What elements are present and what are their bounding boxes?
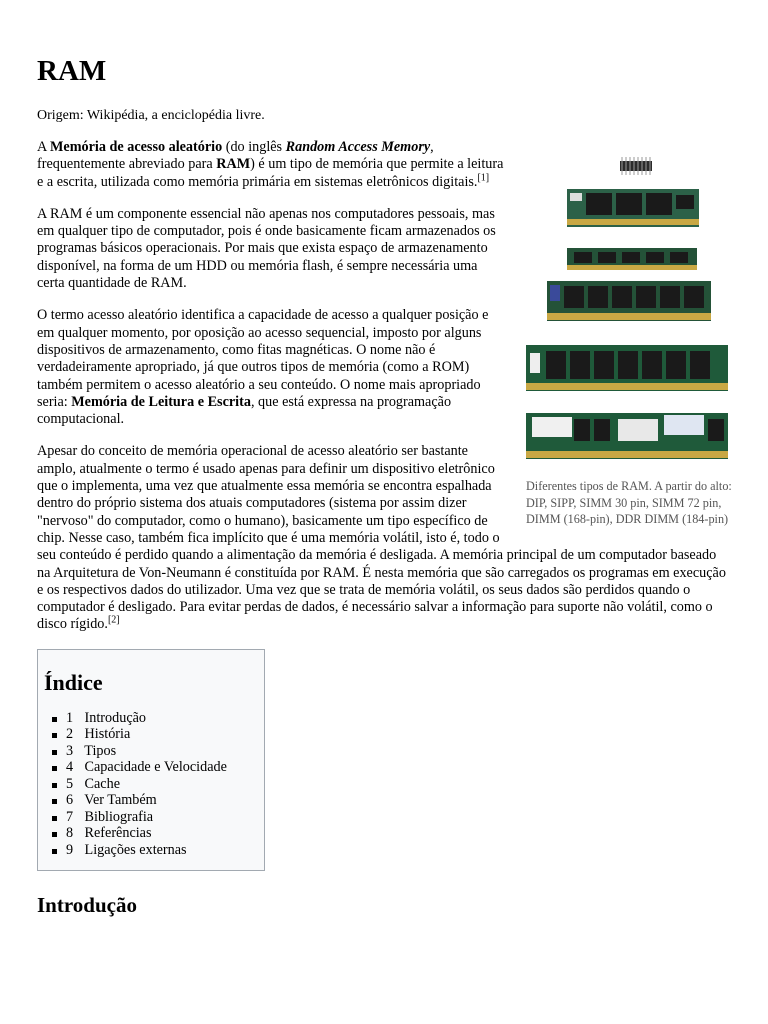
toc-item-introducao[interactable]: 1 Introdução xyxy=(66,710,264,727)
intro-paragraph-1: A Memória de acesso aleatório (do inglês Random Access Memory, frequentemente abreviado para RAM) é um tipo de memória que permite a leitura e a escrita, utilizada como memória primária em sistemas eletrônicos digitais.[1] xyxy=(37,139,504,190)
toc-heading: Índice xyxy=(44,669,103,695)
sipp-module-image xyxy=(567,189,699,227)
term-ram: RAM xyxy=(216,156,251,173)
dip-chip-image xyxy=(620,157,652,175)
toc-item-ver-tambem[interactable]: 6 Ver Também xyxy=(66,792,264,809)
figure-caption: Diferentes tipos de RAM. A partir do alto: DIP, SIPP, SIMM 30 pin, SIMM 72 pin, DIMM (168-pin), DDR DIMM (184-pin) xyxy=(526,479,732,527)
section-heading-introducao: Introdução xyxy=(37,893,137,918)
dimm168-module-image xyxy=(526,345,728,391)
article-body xyxy=(37,139,732,917)
term-memoria-acesso-aleatorio: Memória de acesso aleatório xyxy=(50,139,223,155)
intro-paragraph-3: O termo acesso aleatório identifica a capacidade de acesso a qualquer posição e em qualquer momento, por oposição ao acesso sequencial, imposto por alguns dispositivos de armazenamento, como fitas magnéticas. O nome não é verdadeiramente apropriado, já que outros tipos de memória (como a ROM) também permitem o acesso aleatório a seu conteúdo. O nome mais apropriado seria: Memória de Leitura e Escrita, que está expressa na programação computacional. xyxy=(37,307,489,428)
ram-figure xyxy=(524,153,744,528)
origin-line: Origem: Wikipédia, a enciclopédia livre. xyxy=(37,108,265,123)
page-title: RAM xyxy=(37,55,107,87)
reference-1-link[interactable]: [1] xyxy=(477,171,490,183)
table-of-contents xyxy=(37,649,265,872)
toc-item-bibliografia[interactable]: 7 Bibliografia xyxy=(66,809,264,826)
intro-paragraph-4: Apesar do conceito de memória operacional de acesso aleatório ser bastante amplo, atualmente o termo é usado apenas para definir um dispositivo eletrônico que o implementa, uma vez que atualmente essa memória se encontra espalhada dentro do próprio sistema dos atuais computadores (sistema por assim dizer "nervoso" do computador, como o humano), basicamente um tipo específico de chip. Nesse caso, também fica implícito que é uma memória volátil, isto é, todo o seu conteúdo é perdido quando a alimentação da memória é desligada. A memória principal de um computador baseado na Arquitetura de Von-Neumann é constituída por RAM. É nesta memória que são carregados os programas em execução e os respectivos dados do utilizador. Uma vez que se trata de memória volátil, os seus dados são perdidos quando o computador é desligado. Para evitar perdas de dados, é necessário salvar a informação para suporte não volátil, como o disco rígido.[2] xyxy=(37,443,726,633)
simm30-module-image xyxy=(567,248,697,270)
simm72-module-image xyxy=(547,281,711,321)
ram-modules-image[interactable] xyxy=(524,153,744,475)
intro-paragraph-2: A RAM é um componente essencial não apenas nos computadores pessoais, mas em qualquer tipo de computador, pois é onde basicamente ficam armazenados os programas básicos operacionais. Por mais que exista espaço de armazenamento disponível, na forma de um HDD ou memória flash, é sempre necessária uma certa quantidade de RAM. xyxy=(37,205,496,292)
toc-item-cache[interactable]: 5 Cache xyxy=(66,776,264,793)
toc-item-referencias[interactable]: 8 Referências xyxy=(66,825,264,842)
toc-item-ligacoes-externas[interactable]: 9 Ligações externas xyxy=(66,842,264,859)
ddr-dimm-module-image xyxy=(526,413,728,459)
reference-2-link[interactable]: [2] xyxy=(107,614,120,626)
term-memoria-leitura-escrita: Memória de Leitura e Escrita xyxy=(71,393,251,410)
term-random-access-memory: Random Access Memory xyxy=(285,139,431,155)
toc-item-tipos[interactable]: 3 Tipos xyxy=(66,743,264,760)
toc-list xyxy=(44,710,264,859)
toc-item-historia[interactable]: 2 História xyxy=(66,726,264,743)
toc-item-capacidade[interactable]: 4 Capacidade e Velocidade xyxy=(66,759,264,776)
